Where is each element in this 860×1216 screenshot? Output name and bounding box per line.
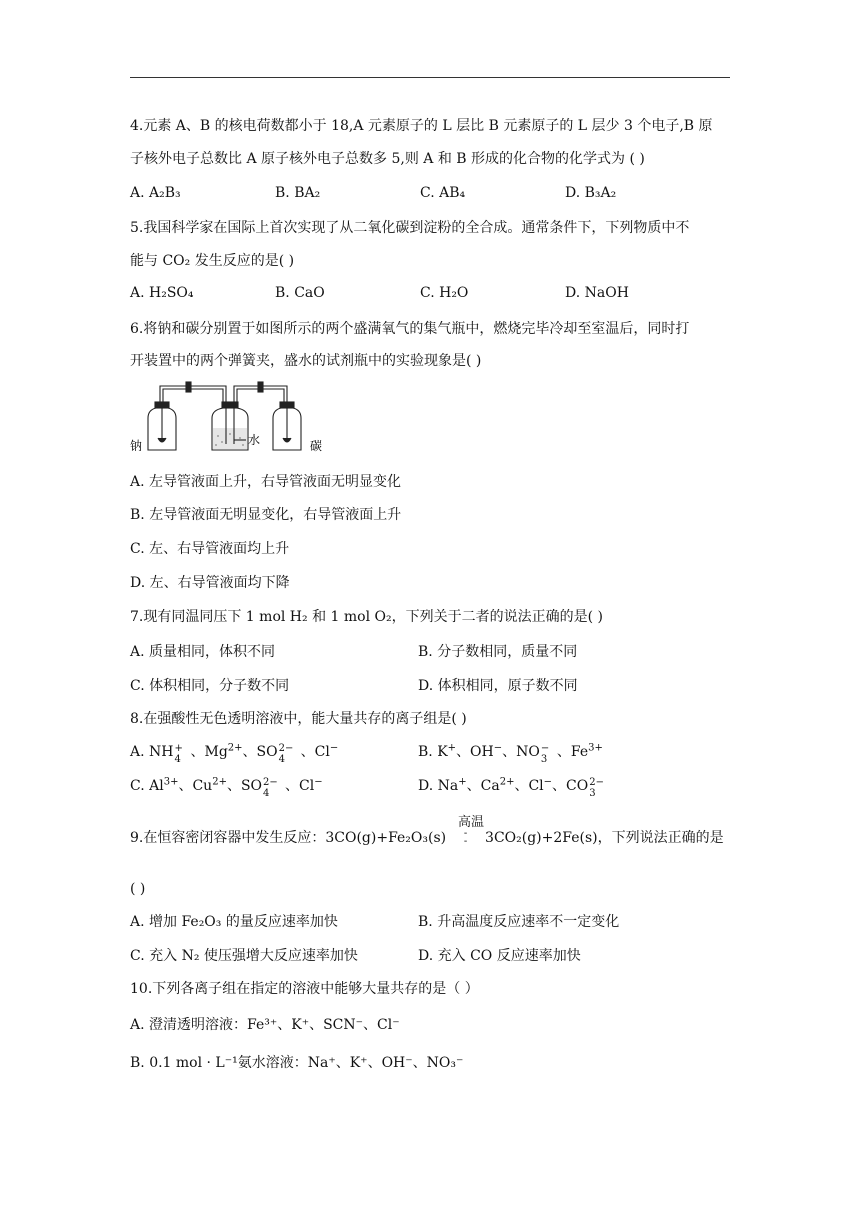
q8-option-a[interactable]: A. NH + 4 、$Mg^{2+}$、SO 2− 4 、Cl−: [130, 742, 339, 765]
q8-option-c[interactable]: C. $Al^{3+}$、$Cu^{2+}$、SO 2− 4 、Cl−: [130, 776, 323, 799]
q8-line1: 8.在强酸性无色透明溶液中，能大量共存的离子组是( ): [130, 711, 467, 727]
q10-line1: 10.下列各离子组在指定的溶液中能够大量共存的是（ ）: [130, 981, 479, 997]
q6-line1: 6.将钠和碳分别置于如图所示的两个盛满氧气的集气瓶中，燃烧完毕冷却至室温后，同时打: [130, 321, 690, 337]
q4-option-a[interactable]: A. A₂B₃: [130, 185, 181, 201]
q9-line2: ( ): [130, 881, 146, 897]
q7-option-a[interactable]: A. 质量相同，体积不同: [130, 644, 276, 660]
q9-line1-post: 3CO₂(g)+2Fe(s)，下列说法正确的是: [485, 830, 724, 846]
q9-line1-pre: 9.在恒容密闭容器中发生反应：3CO(g)+Fe₂O₃(s): [130, 830, 447, 846]
q8-option-c-label: C.: [130, 778, 150, 794]
q8-option-d[interactable]: D. Na+、$Ca^{2+}$、Cl−、CO 2− 3: [418, 776, 604, 799]
q4-option-d[interactable]: D. B₃A₂: [565, 185, 617, 201]
q9-option-b[interactable]: B. 升高温度反应速率不一定变化: [418, 914, 620, 930]
q5-option-c[interactable]: C. H₂O: [420, 285, 469, 301]
q8-option-a-label: A.: [130, 744, 150, 760]
q9-line1: [130, 829, 724, 847]
q5-option-a[interactable]: A. H₂SO₄: [130, 285, 194, 301]
q5-option-d[interactable]: D. NaOH: [565, 285, 629, 301]
diagram-label-water: 水: [248, 433, 261, 447]
q9-reaction-condition: 高温: [458, 815, 485, 830]
q6-option-a[interactable]: A. 左导管液面上升，右导管液面无明显变化: [130, 474, 402, 490]
q9-option-d[interactable]: D. 充入 CO 反应速率加快: [418, 948, 581, 964]
q5-line2: 能与 CO₂ 发生反应的是( ): [130, 253, 295, 269]
equilibrium-arrow-icon: - -: [463, 828, 468, 847]
q7-option-b[interactable]: B. 分子数相同，质量不同: [418, 644, 578, 660]
q4-option-c[interactable]: C. AB₄: [420, 185, 466, 201]
q6-option-c[interactable]: C. 左、右导管液面均上升: [130, 541, 290, 557]
q5-line1: 5.我国科学家在国际上首次实现了从二氧化碳到淀粉的全合成。通常条件下，下列物质中不: [130, 220, 690, 236]
q9-option-a[interactable]: A. 增加 Fe₂O₃ 的量反应速率加快: [130, 914, 338, 930]
q10-option-a[interactable]: A. 澄清透明溶液：Fe³⁺、K⁺、SCN⁻、Cl⁻: [130, 1017, 400, 1033]
q8-option-b-label: B.: [418, 744, 438, 760]
q5-option-b[interactable]: B. CaO: [275, 285, 325, 301]
q7-option-c[interactable]: C. 体积相同，分子数不同: [130, 678, 290, 694]
apparatus-diagram: [130, 378, 330, 456]
q4-line2: 子核外电子总数比 A 原子核外电子总数多 5,则 A 和 B 形成的化合物的化学式为 ( ): [130, 151, 645, 167]
q8-option-d-label: D.: [418, 778, 438, 794]
q6-option-d[interactable]: D. 左、右导管液面均下降: [130, 575, 290, 591]
q4-option-b[interactable]: B. BA₂: [275, 185, 321, 201]
q8-option-b[interactable]: B. K+、OH−、NO − 3 、$Fe^{3+}$: [418, 742, 603, 765]
q7-line1: 7.现有同温同压下 1 mol H₂ 和 1 mol O₂，下列关于二者的说法正确的是( ): [130, 609, 603, 625]
q4-line1: 4.元素 A、B 的核电荷数都小于 18,A 元素原子的 L 层比 B 元素原子的 L 层少 3 个电子,B 原: [130, 118, 713, 134]
q6-line2: 开装置中的两个弹簧夹，盛水的试剂瓶中的实验现象是( ): [130, 353, 482, 369]
q7-option-d[interactable]: D. 体积相同，原子数不同: [418, 678, 578, 694]
q10-option-b[interactable]: B. 0.1 mol · L⁻¹氨水溶液：Na⁺、K⁺、OH⁻、NO₃⁻: [130, 1055, 464, 1071]
diagram-label-carbon: 碳: [310, 439, 323, 453]
q6-option-b[interactable]: B. 左导管液面无明显变化，右导管液面上升: [130, 507, 402, 523]
q9-option-c[interactable]: C. 充入 N₂ 使压强增大反应速率加快: [130, 948, 358, 964]
diagram-label-sodium: 钠: [130, 439, 143, 453]
header-rule: [130, 77, 730, 78]
